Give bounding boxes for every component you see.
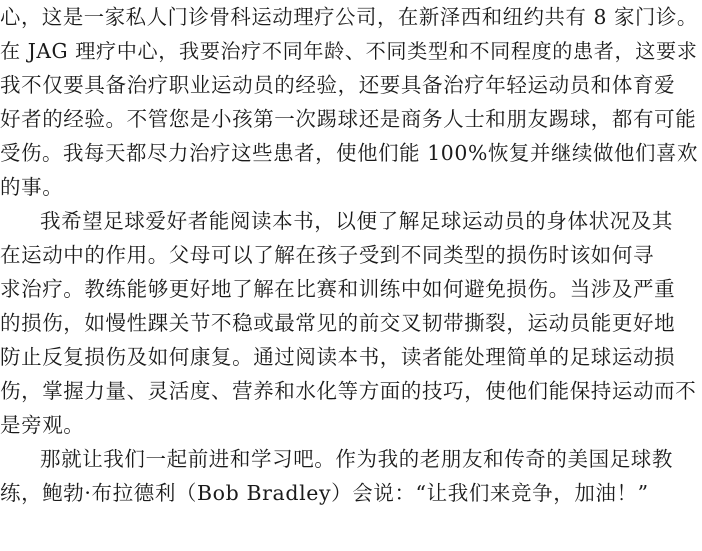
text-line-1: 心，这是一家私人门诊骨科运动理疗公司，在新泽西和纽约共有 8 家门诊。 xyxy=(0,5,698,29)
text-line-3: 我不仅要具备治疗职业运动员的经验，还要具备治疗年轻运动员和体育爱 xyxy=(0,73,676,97)
text-line-7: 我希望足球爱好者能阅读本书，以便了解足球运动员的身体状况及其 xyxy=(40,209,673,233)
text-line-15: 练，鲍勃·布拉德利（Bob Bradley）会说：“让我们来竞争，加油！” xyxy=(0,481,649,505)
text-line-13: 是旁观。 xyxy=(0,413,85,437)
text-line-11: 防止反复损伤及如何康复。通过阅读本书，读者能处理简单的足球运动损 xyxy=(0,345,676,369)
text-line-2: 在 JAG 理疗中心，我要治疗不同年龄、不同类型和不同程度的患者，这要求 xyxy=(0,39,698,63)
text-line-10: 的损伤，如慢性踝关节不稳或最常见的前交叉韧带撕裂，运动员能更好地 xyxy=(0,311,676,335)
text-line-8: 在运动中的作用。父母可以了解在孩子受到不同类型的损伤时该如何寻 xyxy=(0,243,655,267)
text-line-4: 好者的经验。不管您是小孩第一次踢球还是商务人士和朋友踢球，都有可能 xyxy=(0,107,697,131)
text-line-6: 的事。 xyxy=(0,175,64,199)
text-line-14: 那就让我们一起前进和学习吧。作为我的老朋友和传奇的美国足球教 xyxy=(40,447,673,471)
text-line-12: 伤，掌握力量、灵活度、营养和水化等方面的技巧，使他们能保持运动而不 xyxy=(0,379,697,403)
text-line-9: 求治疗。教练能够更好地了解在比赛和训练中如何避免损伤。当涉及严重 xyxy=(0,277,676,301)
text-line-5: 受伤。我每天都尽力治疗这些患者，使他们能 100%恢复并继续做他们喜欢 xyxy=(0,141,699,165)
